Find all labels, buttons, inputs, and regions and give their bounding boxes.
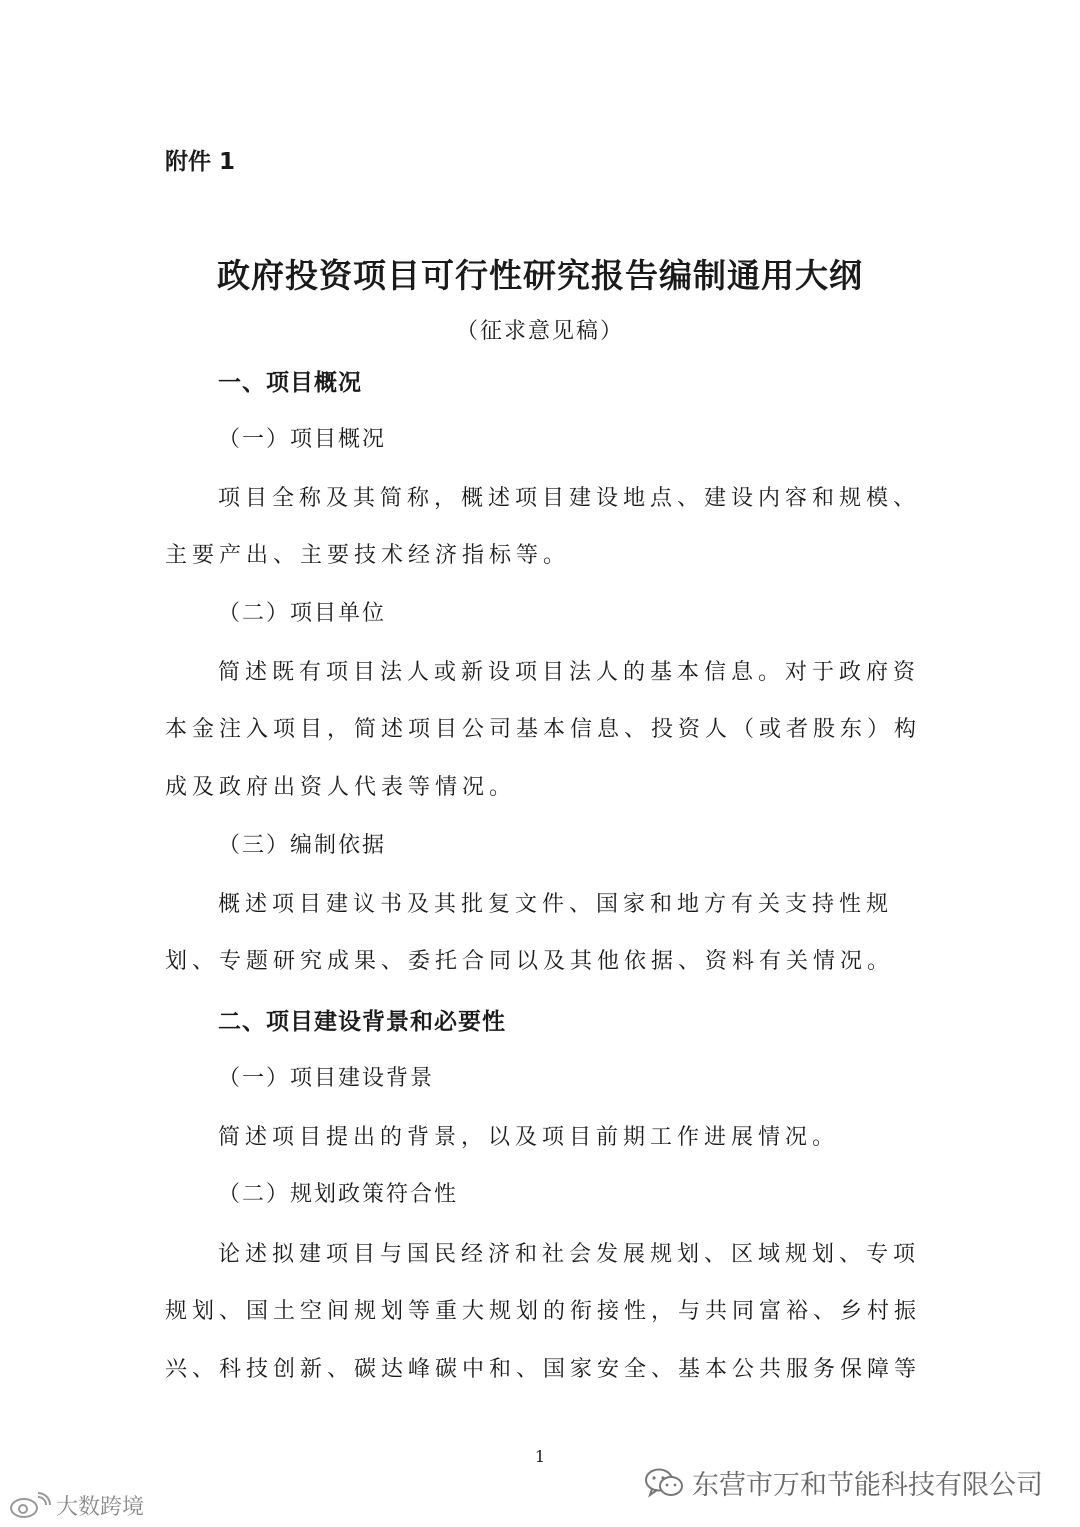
subsection-heading-2-2: （二）规划政策符合性	[218, 1182, 459, 1207]
paragraph-line: 论述拟建项目与国民经济和社会发展规划、区域规划、专项	[218, 1242, 921, 1267]
section-heading-1: 一、项目概况	[218, 370, 362, 396]
attachment-label: 附件 1	[165, 149, 236, 175]
paragraph-line: 本金注入项目，简述项目公司基本信息、投资人（或者股东）构	[165, 717, 922, 742]
document-subtitle: （征求意见稿）	[455, 319, 624, 344]
watermark-brand: 大数跨境	[56, 1495, 145, 1520]
document-title: 政府投资项目可行性研究报告编制通用大纲	[217, 256, 863, 295]
subsection-heading-2-1: （一）项目建设背景	[218, 1066, 435, 1091]
page-number: 1	[534, 1447, 546, 1466]
subsection-heading-1-1: （一）项目概况	[218, 427, 387, 452]
watermark-weibo	[8, 1490, 144, 1521]
paragraph-line: 简述既有项目法人或新设项目法人的基本信息。对于政府资	[218, 660, 921, 685]
subsection-heading-1-3: （三）编制依据	[218, 833, 387, 858]
paragraph-line: 划、专题研究成果、委托合同以及其他依据、资料有关情况。	[165, 949, 895, 974]
paragraph-line: 简述项目提出的背景，以及项目前期工作进展情况。	[218, 1125, 840, 1150]
paragraph-line: 项目全称及其简称，概述项目建设地点、建设内容和规模、	[218, 486, 921, 511]
wechat-icon	[644, 1467, 684, 1499]
subsection-heading-1-2: （二）项目单位	[218, 601, 387, 626]
watermark-wechat	[644, 1463, 1043, 1502]
paragraph-line: 兴、科技创新、碳达峰碳中和、国家安全、基本公共服务保障等	[165, 1357, 922, 1382]
section-heading-2: 二、项目建设背景和必要性	[218, 1009, 506, 1035]
paragraph-line: 主要产出、主要技术经济指标等。	[165, 543, 571, 568]
paragraph-line: 规划、国土空间规划等重大规划的衔接性，与共同富裕、乡村振	[165, 1299, 922, 1324]
weibo-icon	[8, 1491, 52, 1521]
watermark-company: 东营市万和节能科技有限公司	[692, 1470, 1043, 1501]
paragraph-line: 概述项目建议书及其批复文件、国家和地方有关支持性规	[218, 892, 894, 917]
paragraph-line: 成及政府出资人代表等情况。	[165, 775, 517, 800]
